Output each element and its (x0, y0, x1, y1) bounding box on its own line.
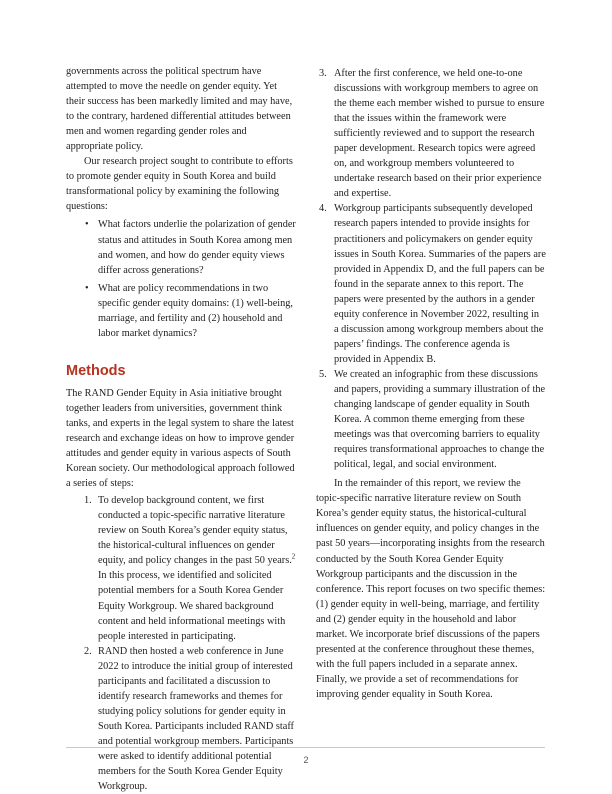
step-number: 5. (319, 368, 327, 380)
footer-divider (66, 747, 545, 748)
methods-steps-list (66, 493, 296, 794)
questions-list (66, 217, 296, 340)
step-text: To develop background content, we first conducted a topic-specific narrative literature review on South Korea’s gender equity status, the historical-cultural influences on gender equity, and policy changes in the past 50 years. (98, 495, 292, 567)
page-number: 2 (303, 755, 309, 765)
step-text: Workgroup participants subsequently developed research papers intended to provide insights for practitioners and policymakers on gender equity issues in South Korea. Summaries of the papers are provided in Appendix D, and the full papers can be found in the separate annex to this report. The papers were presented by the authors in a gender equity conference in November 2022, resulting in a discussion among workgroup members about the papers’ findings. The conference agenda is provided in Appendix B. (334, 203, 546, 365)
step-number: 1. (84, 495, 92, 507)
step-number: 4. (319, 203, 327, 215)
remainder-paragraph: In the remainder of this report, we review the topic-specific narrative literature review on South Korea’s gender equity status, the historical-cultural influences on gender equity, and policy changes in the past 50 years—incorporating insights from the research conducted by the South Korea Gender Equity Workgroup participants and the discussion in the conference. This report focuses on two specific themes: (1) gender equity in well-being, marriage, and fertility and (2) gender equity in the household and labor market. We incorporate brief discussions of the papers presented at the conference throughout these themes, with the full papers included in a separate annex. Finally, we provide a set of recommendations for improving gender equality in South Korea. (316, 478, 546, 700)
right-column (316, 64, 546, 702)
step-item (316, 66, 546, 201)
step-item (66, 644, 296, 794)
methods-intro-paragraph: The RAND Gender Equity in Asia initiative brought together leaders from universities, government think tanks, and experts in the legal system to share the latest research and exchange ideas on how to improve gender attitudes and gender equity in various aspects of South Korean society. Our methodological approach followed a series of steps: (66, 387, 295, 490)
step-number: 2. (84, 645, 92, 657)
step-text: We created an infographic from these discussions and papers, providing a summary illustration of the changing landscape of gender equality in South Korea. A common theme emerging from these meetings was that overcoming barriers to equality requires transformational approaches to change the political, legal, and social environment. (334, 368, 546, 471)
step-item (66, 493, 296, 643)
step-item (316, 367, 546, 472)
step-item (316, 201, 546, 367)
project-paragraph: Our research project sought to contribute to efforts to promote gender equity in South Korea and build transformational policy by examining the following questions: (66, 156, 293, 213)
step-text: In this process, we identified and solicited potential members for a South Korea Gender Equity Workgroup. We shared background content and held informational meetings with people interested in participating. (98, 570, 286, 642)
intro-paragraph: governments across the political spectrum have attempted to move the needle on gender equity. Yet their success has been markedly limited and may have, to the contrary, hardened differential attitudes between men and women regarding gender roles and appropriate policy. (66, 66, 293, 153)
left-column (66, 64, 296, 794)
question-item: • What factors underlie the polarization of gender status and attitudes in South Korea among men and women, and how do gender equity views differ across generations? (98, 217, 296, 277)
methods-heading: Methods (66, 362, 126, 379)
footnote-reference[interactable]: 2 (291, 552, 296, 561)
step-number: 3. (319, 68, 327, 79)
step-text: RAND then hosted a web conference in June 2022 to introduce the initial group of interested participants and facilitated a discussion to identify research frameworks and themes for studying policy solutions for gender equity in South Korea. Participants included RAND staff and potential workgroup members. Participants were asked to identify additional potential members for the South Korea Gender Equity Workgroup. (98, 645, 294, 793)
question-item: • What are policy recommendations in two specific gender equity domains: (1) well-being, marriage, and fertility and (2) household and labor market dynamics? (98, 281, 296, 341)
step-text: After the first conference, we held one-to-one discussions with workgroup members to agree on the theme each member wished to pursue to ensure that the issues within the framework were sufficiently reviewed and to support the research paper development. Research topics were agreed on, and workgroup members volunteered to undertake research based on their prior experience and expertise. (334, 68, 545, 200)
methods-steps-list-continued (316, 66, 546, 472)
